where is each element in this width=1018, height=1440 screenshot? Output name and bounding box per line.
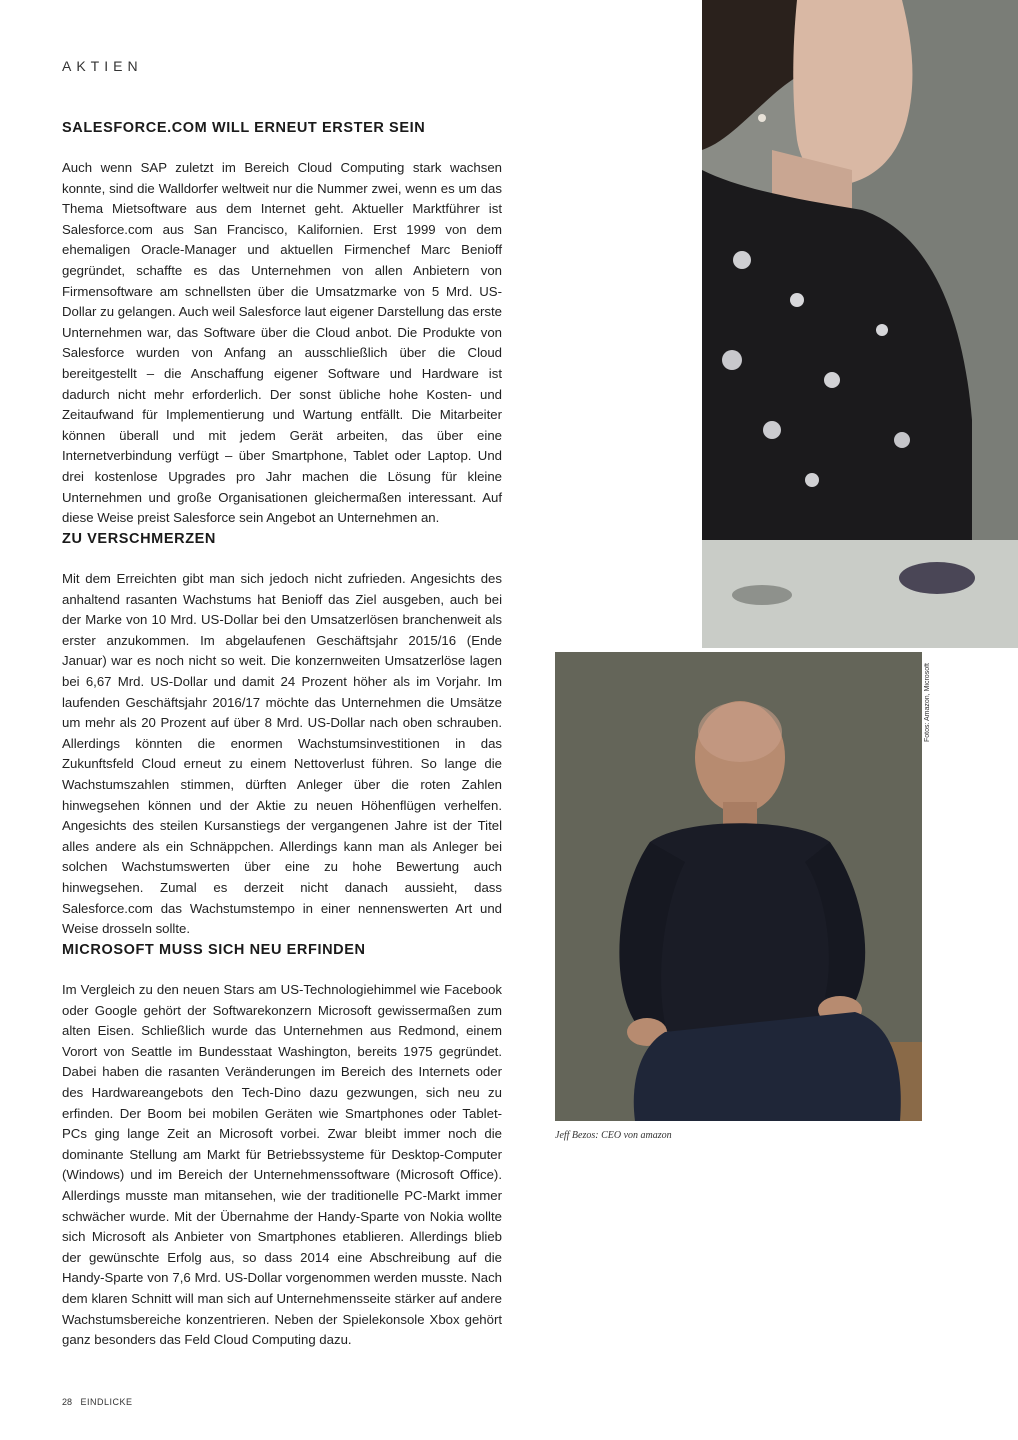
section-heading: MICROSOFT MUSS SICH NEU ERFINDEN <box>62 942 366 958</box>
article-section-verschmerzen <box>62 531 502 940</box>
magazine-name: EINDLICKE <box>80 1397 133 1407</box>
page-number: 28 <box>62 1397 73 1407</box>
photo-woman <box>702 0 1018 648</box>
article-section-microsoft <box>62 942 502 1351</box>
photo-caption: Jeff Bezos: CEO von amazon <box>555 1130 672 1141</box>
section-label: AKTIEN <box>62 58 143 74</box>
article-section-salesforce <box>62 120 502 529</box>
section-heading: ZU VERSCHMERZEN <box>62 531 217 547</box>
section-body: Auch wenn SAP zuletzt im Bereich Cloud Computing stark wachsen konnte, sind die Walldorfer weltweit nur die Nummer zwei, wenn es um das Thema Mietsoftware aus dem Internet geht. Aktueller Marktführer ist Salesforce.com aus San Francisco, Kalifornien. Erst 1999 von dem ehemaligen Oracle-Manager und aktuellen Firmenchef Marc Benioff gegründet, schaffte es das Unternehmen von allen Anbietern von Firmensoftware am schnellsten über die Umsatzmarke von 5 Mrd. US-Dollar zu gelangen. Auch weil Salesforce laut eigener Darstellung das erste Unternehmen war, das Software über die Cloud anbot. Die Produkte von Salesforce wurden von Anfang an ausschließlich über die Cloud bereitgestellt – die Anschaffung eigener Software und Hardware ist dadurch nicht mehr erforderlich. Der sonst übliche hohe Kosten- und Zeitaufwand für Implementierung und Wartung entfällt. Die Mitarbeiter können überall und mit jedem Gerät arbeiten, das über eine Internetverbindung verfügt – über Smartphone, Tablet oder Laptop. Und drei kostenlose Upgrades pro Jahr machen die Lösung für kleine Unternehmen und große Organisationen gleichermaßen interessant. Auf diese Weise preist Salesforce sein Angebot an Unternehmen an. <box>62 160 502 526</box>
photo-credit: Fotos: Amazon, Microsoft <box>924 663 931 742</box>
page-footer <box>62 1397 133 1407</box>
section-body: Im Vergleich zu den neuen Stars am US-Technologiehimmel wie Facebook oder Google gehört der Softwarekonzern Microsoft gewissermaßen zum alten Eisen. Schließlich wurde das Unternehmen aus Redmond, einem Vorort von Seattle im Bundesstaat Washington, bereits 1975 gegründet. Dabei haben die rasanten Veränderungen im Bereich des Internets oder des Hardwareangebots den Tech-Dino dazu gezwungen, sich neu zu erfinden. Der Boom bei mobilen Geräten wie Smartphones oder Tablet-PCs ging lange Zeit an Microsoft vorbei. Zwar bleibt immer noch die dominante Stellung am Markt für Betriebssysteme für Desktop-Computer (Windows) und im Bereich der Unternehmenssoftware (Microsoft Office). Allerdings musste man mitansehen, wie der traditionelle PC-Markt immer schwächer wurde. Mit der Übernahme der Handy-Sparte von Nokia wollte sich Microsoft als Anbieter von Smartphones etablieren. Allerdings blieb der gewünschte Erfolg aus, so dass 2014 eine Abschreibung auf die Handy-Sparte von 7,6 Mrd. US-Dollar vorgenommen werden musste. Nach dem klaren Schnitt will man sich auf Unternehmensseite stärker auf andere Wachstumsbereiche konzentrieren. Neben der Spielekonsole Xbox gehört ganz besonders das Feld Cloud Computing dazu. <box>62 982 502 1348</box>
photo-jeff-bezos <box>555 652 922 1121</box>
section-heading: SALESFORCE.COM WILL ERNEUT ERSTER SEIN <box>62 120 426 136</box>
section-body: Mit dem Erreichten gibt man sich jedoch nicht zufrieden. Angesichts des anhaltend rasanten Wachstums hat Benioff das Ziel ausgeben, auch bei der Marke von 10 Mrd. US-Dollar bei den Umsatzerlösen branchenweit als erster anzukommen. Im abgelaufenen Geschäftsjahr 2015/16 (Ende Januar) war es noch nicht so weit. Die konzernweiten Umsatzerlöse lagen bei 6,67 Mrd. US-Dollar und damit 24 Prozent höher als im Vorjahr. Im laufenden Geschäftsjahr 2016/17 möchte das Unternehmen die Umsätze um mehr als 20 Prozent auf über 8 Mrd. US-Dollar nach oben schrauben. Allerdings könnten die enormen Wachstumsinvestitionen in das Zukunftsfeld Cloud erneut zu einem Nettoverlust führen. So lange die Wachstumszahlen stimmen, dürften Anleger über die roten Zahlen hinwegsehen können und der Aktie zu neuen Höhenflügen verhelfen. Angesichts des steilen Kursanstiegs der vergangenen Jahre ist der Titel alles andere als ein Schnäppchen. Allerdings kann man als Anleger bei solchen Wachstumswerten über eine zu hohe Bewertung auch hinwegsehen. Zumal es derzeit nicht danach aussieht, dass Salesforce.com das Wachstumstempo in einer nennenswerten Art und Weise drosseln sollte. <box>62 571 502 937</box>
